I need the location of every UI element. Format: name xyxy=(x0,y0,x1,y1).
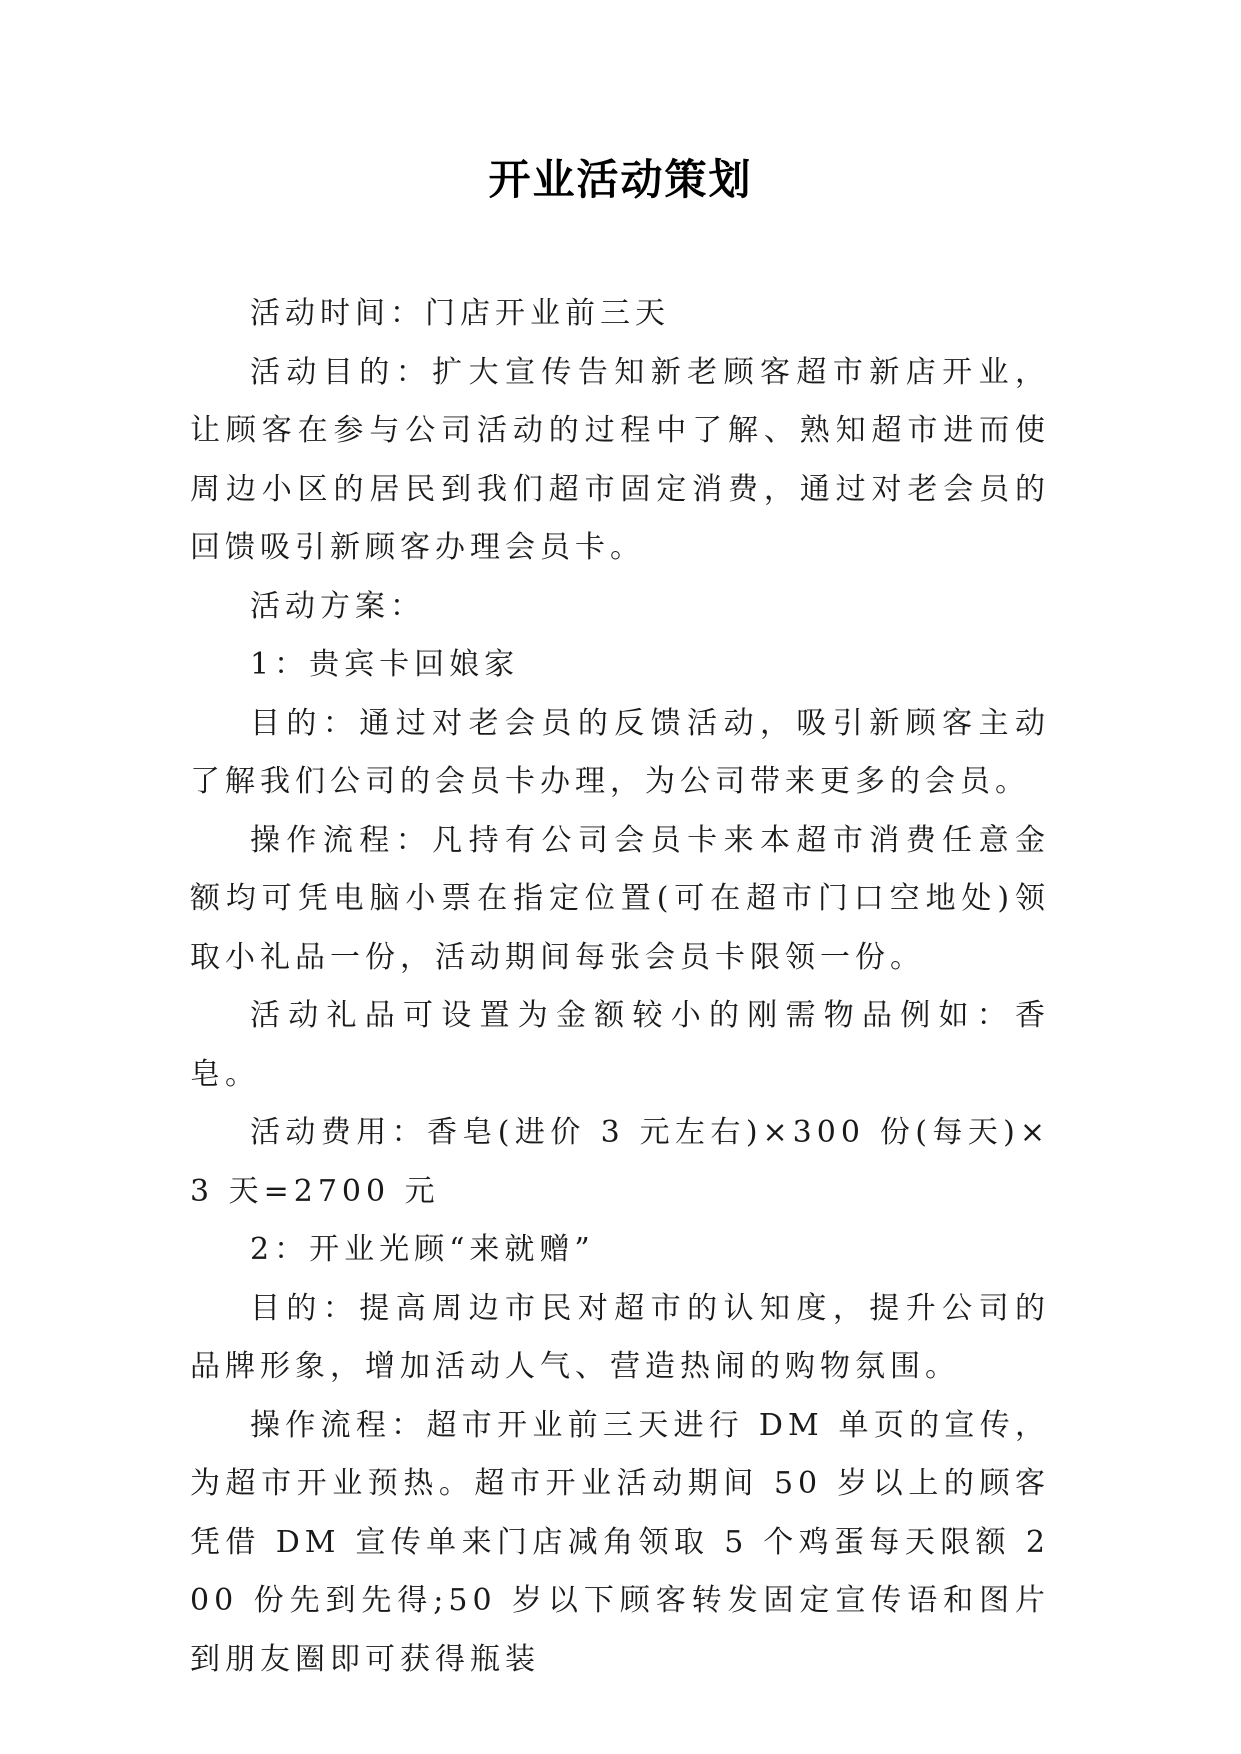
paragraph-item-1-process: 操作流程：凡持有公司会员卡来本超市消费任意金额均可凭电脑小票在指定位置(可在超市门口空地处)领取小礼品一份，活动期间每张会员卡限领一份。 xyxy=(190,822,1050,975)
heading-item-2: 2：开业光顾“来就赠” xyxy=(250,1232,595,1267)
paragraph-activity-purpose: 活动目的：扩大宣传告知新老顾客超市新店开业，让顾客在参与公司活动的过程中了解、熟知超市进而使周边小区的居民到我们超市固定消费，通过对老会员的回馈吸引新顾客办理会员卡。 xyxy=(190,354,1050,565)
paragraph-item-2-process: 操作流程：超市开业前三天进行 DM 单页的宣传，为超市开业预热。超市开业活动期间 50 岁以上的顾客凭借 DM 宣传单来门店减角领取 5 个鸡蛋每天限额 200 份先到先得;50 岁以下顾客转发固定宣传语和图片到朋友圈即可获得瓶装 xyxy=(190,1407,1050,1677)
paragraph-item-1-gift: 活动礼品可设置为金额较小的刚需物品例如：香皂。 xyxy=(190,998,1050,1092)
document-title: 开业活动策划 xyxy=(488,155,753,204)
paragraph-item-2-purpose: 目的：提高周边市民对超市的认知度，提升公司的品牌形象，增加活动人气、营造热闹的购物氛围。 xyxy=(190,1290,1050,1384)
paragraph-item-1-cost: 活动费用：香皂(进价 3 元左右)×300 份(每天)×3 天=2700 元 xyxy=(190,1115,1050,1209)
document-body xyxy=(190,285,1050,1689)
paragraph-activity-plan: 活动方案： xyxy=(250,588,425,624)
paragraph-activity-time: 活动时间：门店开业前三天 xyxy=(250,296,670,331)
heading-item-1: 1：贵宾卡回娘家 xyxy=(250,647,520,682)
paragraph-item-1-purpose: 目的：通过对老会员的反馈活动，吸引新顾客主动了解我们公司的会员卡办理，为公司带来更多的会员。 xyxy=(190,705,1050,799)
